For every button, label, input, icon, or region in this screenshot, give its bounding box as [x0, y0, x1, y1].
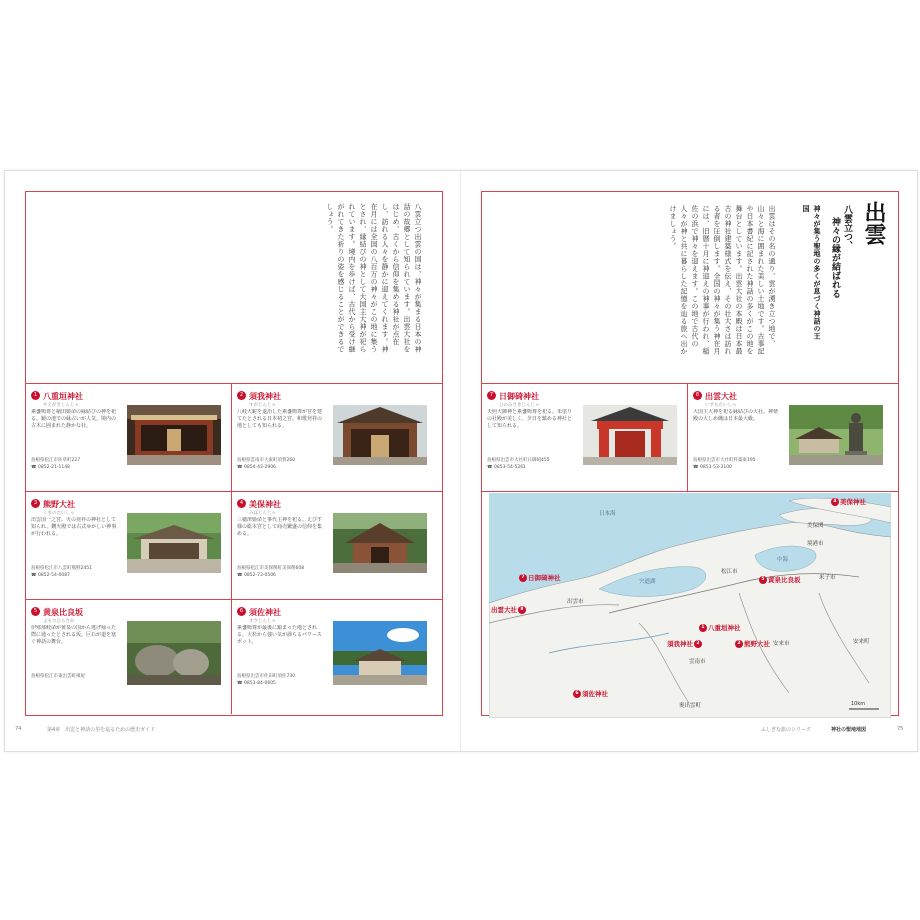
shrine-photo	[127, 513, 221, 573]
pin-label: 須佐神社	[582, 690, 608, 698]
shrine-description: 伊邪那岐命が黄泉の国から逃げ帰った際に通ったとされる坂。巨石が道を塞ぐ神話の舞台。	[31, 625, 117, 645]
shrine-kana: いずもたいしゃ	[705, 403, 737, 408]
card-number: 6	[237, 607, 246, 616]
nakaumi-label: 中海	[777, 557, 789, 563]
right-running-footer-bold: 神社の聖地地図	[831, 727, 867, 733]
pin-label: 須我神社	[667, 640, 693, 648]
shrine-phone: ☎ 0853-54-5261	[487, 465, 526, 470]
pin-number: 4	[831, 498, 839, 506]
shrine-card	[693, 391, 889, 487]
shrine-address: 島根県出雲市佐田町須佐730	[237, 674, 296, 679]
shrine-kana: やえがきじんじゃ	[43, 403, 79, 408]
shrine-card	[237, 499, 433, 595]
shrine-address: 島根県松江市東出雲町揖屋	[31, 674, 85, 679]
right-page-number: 75	[897, 726, 904, 732]
shrine-name: 須佐神社	[249, 607, 281, 617]
shrine-phone: ☎ 0852-54-0087	[31, 573, 70, 578]
card-number: 3	[31, 499, 40, 508]
map-pin	[831, 497, 866, 506]
shrine-photo	[127, 621, 221, 685]
divider	[687, 383, 688, 491]
left-intro-text: 八雲立つ出雲の国は、神々が集まる日本の神話の故郷として知られています。出雲大社をはじめ、古くから信仰を集める神社が点在し、訪れる人々を静かに迎えてくれます。神在月には全国の八百万の神々がこの地に集うとされ、縁結びの神として大国主大神が祀られています。境内を歩けば、古代から受け継がれてきた祈りの姿を感じることができるでしょう。	[326, 203, 422, 353]
title-subtitle-1: 八雲立つ、	[842, 205, 852, 250]
shrine-name: 黄泉比良坂	[43, 607, 83, 617]
card-number: 1	[31, 391, 40, 400]
right-intro-text: 出雲はその名の通り、雲が湧き立つ地で、山々と海に囲まれた美しい土地です。古事記や日本書紀に記された神話の多くがこの地を舞台としています。出雲大社の本殿は日本最古の神社建築様式を伝え、その壮大さは訪れる者を圧倒します。全国の神々が集う神在月には、旧暦十月に神迎えの神事が行われ、稲佐の浜で神々を迎えます。この地で古代の人々が神と共に暮らした記憶を辿る旅へ出かけましょう。	[669, 205, 776, 355]
shrine-description: 天照大御神と素盞嗚尊を祀る。朱塗りの社殿が美しく、夕日を鎮める神社として知られる。	[487, 409, 573, 429]
shrine-name: 美保神社	[249, 499, 281, 509]
map-pin	[491, 605, 527, 614]
chapter-title: 出雲	[861, 201, 887, 245]
shrine-phone: ☎ 0853-84-0605	[237, 681, 276, 686]
left-page-number: 74	[15, 726, 22, 732]
divider	[481, 383, 898, 384]
shrine-description: 三穂津姫命と事代主神を祀る。えびす様の総本宮として商売繁盛の信仰を集める。	[237, 517, 323, 537]
shrine-phone: ☎ 0852-73-0506	[237, 573, 276, 578]
shrine-description: 素盞嗚尊と稲田姫命の縁結びの神を祀る。鏡の池での縁占いが人気。境内の古木に囲まれた静かな社。	[31, 409, 117, 429]
pin-number: 3	[735, 640, 743, 648]
shrine-description: 素盞嗚尊が最後に鎮まった地とされる。大杉から強い気が満ちるパワースポット。	[237, 625, 322, 645]
divider	[25, 599, 442, 600]
shrine-phone: ☎ 0854-43-2906	[237, 465, 276, 470]
shrine-address: 島根県出雲市大社町日御碕455	[487, 458, 550, 463]
city-label: 松江市	[721, 569, 738, 575]
card-number: 7	[487, 391, 496, 400]
divider	[231, 383, 232, 714]
shrine-address: 島根県松江市八雲町熊野2451	[31, 566, 92, 571]
city-label: 奥出雲町	[679, 703, 702, 709]
lead-text: 神々が集う聖地の多くが息づく神話の王国	[802, 205, 822, 340]
shrine-card	[237, 607, 433, 707]
pin-label: 八重垣神社	[708, 624, 741, 632]
pin-number: 7	[519, 574, 527, 582]
map-pin	[759, 575, 801, 584]
city-label: 安来町	[853, 639, 870, 645]
shrine-card	[237, 391, 433, 487]
pin-label: 黄泉比良坂	[768, 576, 801, 584]
pin-number: 8	[518, 606, 526, 614]
shrine-card	[487, 391, 683, 487]
shrine-photo	[789, 405, 883, 465]
card-number: 2	[237, 391, 246, 400]
card-number: 5	[31, 607, 40, 616]
left-page	[5, 171, 461, 751]
region-map	[489, 493, 891, 718]
map-pin	[699, 623, 741, 632]
map-pin	[519, 573, 561, 582]
city-label: 米子市	[819, 575, 836, 581]
map-pin	[735, 639, 770, 648]
pin-label: 美保神社	[840, 498, 866, 506]
shrine-phone: ☎ 0853-53-3100	[693, 465, 732, 470]
title-subtitle-2: 神々の縁が結ばれる	[830, 217, 840, 298]
pin-label: 熊野大社	[744, 640, 770, 648]
divider	[25, 491, 442, 492]
pin-number: 5	[759, 576, 767, 584]
card-number: 4	[237, 499, 246, 508]
magazine-spread	[4, 170, 918, 752]
shrine-address: 島根県出雲市大社町杵築東195	[693, 458, 756, 463]
shrine-address: 島根県松江市美保関町美保関608	[237, 566, 305, 571]
map-pin	[667, 639, 703, 648]
shrine-photo	[127, 405, 221, 465]
shrine-card	[31, 499, 227, 595]
pin-label: 日御碕神社	[528, 574, 561, 582]
city-label: 安来市	[773, 641, 790, 647]
map-graphic	[489, 493, 891, 718]
shrine-name: 熊野大社	[43, 499, 75, 509]
shrine-description: 大国主大神を祀る縁結びの大社。神楽殿の大しめ縄は日本最大級。	[693, 409, 779, 422]
sea-label: 日本海	[599, 511, 616, 517]
divider	[25, 383, 442, 384]
map-pin	[573, 689, 608, 698]
city-label: 美保関	[807, 523, 824, 529]
right-running-footer: ふしぎな旅のシリーズ	[761, 727, 811, 733]
shrine-photo	[583, 405, 677, 465]
shrine-address: 島根県雲南市大東町須賀260	[237, 458, 296, 463]
city-label: 境港市	[807, 541, 824, 547]
card-number: 8	[693, 391, 702, 400]
shrine-photo	[333, 621, 427, 685]
map-scale: 10km	[851, 701, 866, 707]
shrine-phone: ☎ 0852-21-1148	[31, 465, 70, 470]
city-label: 雲南市	[689, 659, 706, 665]
pin-label: 出雲大社	[491, 606, 517, 614]
shrine-kana: すがじんじゃ	[249, 403, 276, 408]
shrine-name: 日御碕神社	[499, 391, 539, 401]
shrine-photo	[333, 513, 427, 573]
shrine-card	[31, 391, 227, 487]
shrine-photo	[333, 405, 427, 465]
left-running-footer: 第4章 出雲と神話の里を巡るための歴史ガイド	[47, 727, 156, 733]
shrine-kana: よもつひらさか	[43, 619, 75, 624]
shrine-kana: すさじんじゃ	[249, 619, 276, 624]
pin-number: 1	[699, 624, 707, 632]
shrine-name: 八重垣神社	[43, 391, 83, 401]
right-page	[461, 171, 917, 751]
pin-number: 6	[573, 690, 581, 698]
shrine-address: 島根県松江市佐草町227	[31, 458, 81, 463]
lake-label: 宍道湖	[639, 579, 656, 585]
shrine-name: 須我神社	[249, 391, 281, 401]
shrine-card	[31, 607, 227, 707]
shrine-kana: ひのみさきじんじゃ	[499, 403, 540, 408]
shrine-description: 出雲国一之宮。火の発祥の神社として知られ、鑽火殿では古式ゆかしい神事が行われる。	[31, 517, 117, 537]
shrine-kana: くまのたいしゃ	[43, 511, 75, 516]
divider	[481, 491, 898, 492]
shrine-name: 出雲大社	[705, 391, 737, 401]
pin-number: 2	[694, 640, 702, 648]
shrine-kana: みほじんじゃ	[249, 511, 276, 516]
city-label: 出雲市	[567, 599, 584, 605]
shrine-description: 八岐大蛇を退治した素盞嗚尊が宮を建てたとされる日本初之宮。和歌発祥の地としても知られる。	[237, 409, 323, 429]
